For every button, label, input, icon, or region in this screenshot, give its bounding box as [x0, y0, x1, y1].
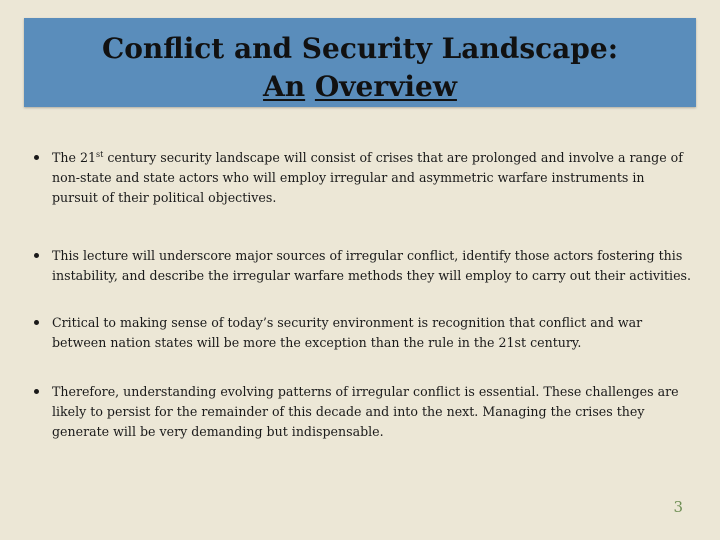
bullet-item	[30, 313, 694, 353]
bullet-dot-icon	[34, 320, 39, 325]
bullet-item	[30, 382, 694, 442]
slide-title-word-overview: Overview	[314, 70, 457, 103]
bullet-dot-icon	[34, 253, 39, 258]
bullet-text-pre: The 21	[52, 150, 96, 165]
bullet-dot-icon	[34, 155, 39, 160]
bullet-text: Critical to making sense of today’s security environment is recognition that conflict and war between nation states will be more the exception than the rule in the 21st century.	[52, 315, 643, 350]
bullet-text: Therefore, understanding evolving patterns of irregular conflict is essential. These challenges are likely to persist for the remainder of this decade and into the next. Managing the crises they generate will be very demanding but indispensable.	[52, 384, 679, 439]
page-number: 3	[673, 498, 683, 516]
bullet-text: century security landscape will consist of crises that are prolonged and involve a range of non-state and state actors who will employ irregular and asymmetric warfare instruments in pursuit of their political objectives.	[52, 150, 683, 205]
bullet-item	[30, 148, 694, 208]
bullet-dot-icon	[34, 389, 39, 394]
slide-title-line2	[24, 68, 696, 106]
title-banner	[24, 18, 696, 107]
slide-title-line1: Conflict and Security Landscape:	[101, 32, 619, 65]
bullet-item	[30, 246, 694, 286]
bullet-text: This lecture will underscore major sources of irregular conflict, identify those actors fostering this instability, and describe the irregular warfare methods they will employ to carry out their activities.	[52, 248, 692, 283]
bullet-text-superscript: st	[96, 149, 104, 159]
slide-title-word-an: An	[263, 70, 306, 103]
